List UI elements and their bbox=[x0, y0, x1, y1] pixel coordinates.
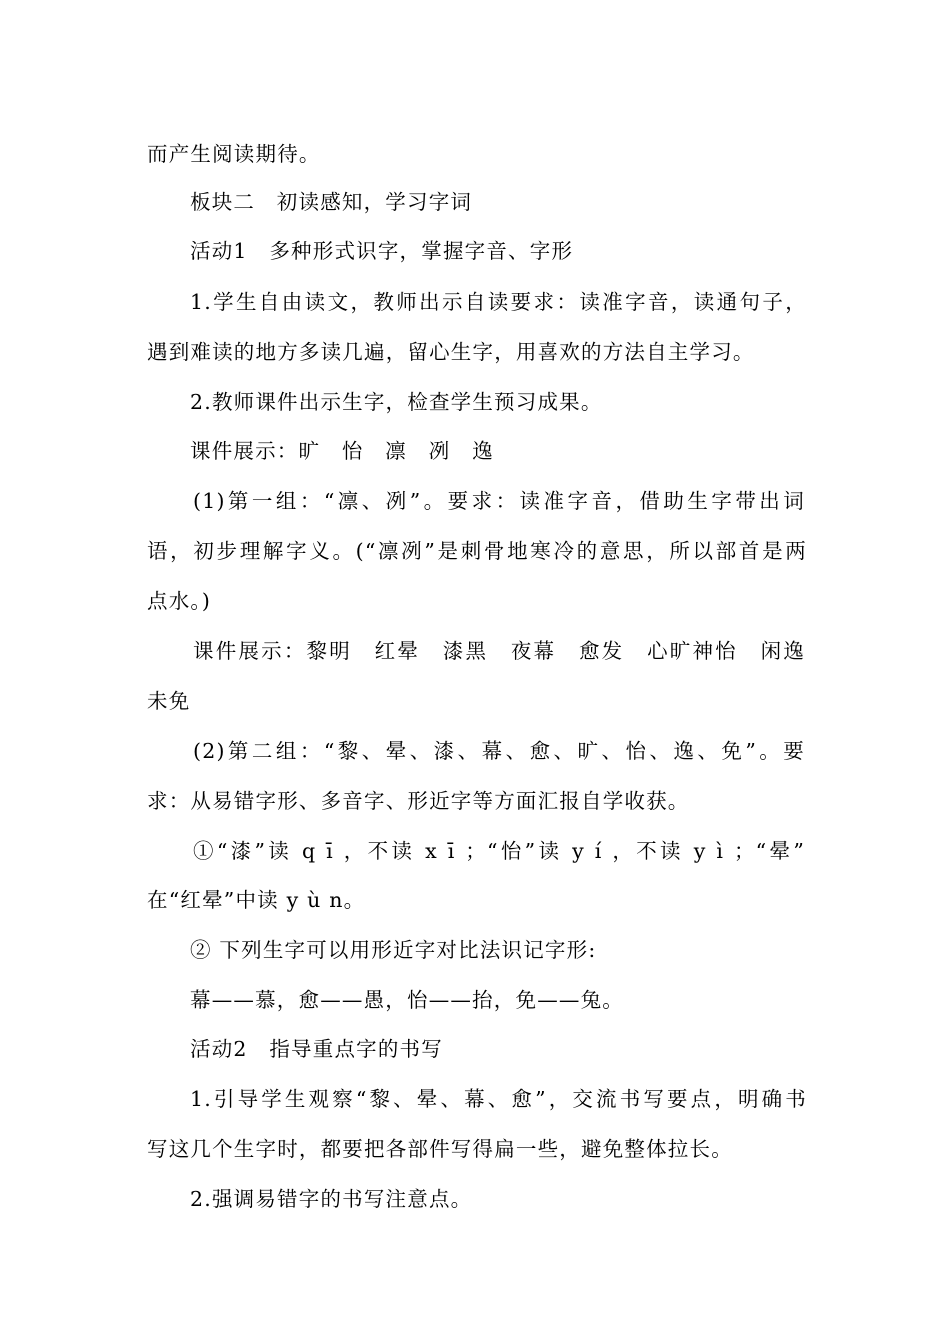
text-line: (1)第一组：“凛、冽”。要求：读准字音，借助生字带出词 bbox=[193, 489, 805, 513]
text-line: 1.引导学生观察“黎、晕、幕、愈”，交流书写要点，明确书 bbox=[190, 1087, 807, 1111]
text-line: (2)第二组：“黎、晕、漆、幕、愈、旷、怡、逸、免”。要 bbox=[193, 739, 805, 763]
text-line: 写这几个生字时，都要把各部件写得扁一些，避免整体拉长。 bbox=[147, 1137, 733, 1161]
text-line: 未免 bbox=[147, 689, 191, 713]
text-line: 2.强调易错字的书写注意点。 bbox=[190, 1187, 473, 1211]
text-line: 在“红晕”中读 y ù n。 bbox=[147, 888, 366, 912]
text-line: 点水。) bbox=[147, 589, 212, 613]
text-line: ② 下列生字可以用形近字对比法识记字形: bbox=[190, 938, 597, 962]
text-line: 幕——慕，愈——愚，怡——抬，免——兔。 bbox=[190, 988, 624, 1012]
text-line: 而产生阅读期待。 bbox=[147, 142, 321, 166]
activity-heading: 活动1 多种形式识字，掌握字音、字形 bbox=[190, 239, 574, 263]
text-line: 1.学生自由读文，教师出示自读要求：读准字音，读通句子， bbox=[190, 290, 807, 314]
text-line: 遇到难读的地方多读几遍，留心生字，用喜欢的方法自主学习。 bbox=[147, 340, 755, 364]
section-heading: 板块二 初读感知，学习字词 bbox=[190, 190, 473, 214]
text-line: 语，初步理解字义。(“凛冽”是刺骨地寒冷的意思，所以部首是两 bbox=[147, 539, 807, 563]
text-line: 2.教师课件出示生字，检查学生预习成果。 bbox=[190, 390, 603, 414]
text-line: 课件展示：黎明 红晕 漆黑 夜幕 愈发 心旷神怡 闲逸 bbox=[193, 639, 805, 663]
text-line: 课件展示：旷 怡 凛 冽 逸 bbox=[190, 439, 494, 463]
text-line: ①“漆”读 q ī ，不读 x ī ；“怡”读 y í ，不读 y ì ；“晕” bbox=[193, 839, 805, 863]
text-line: 求：从易错字形、多音字、形近字等方面汇报自学收获。 bbox=[147, 789, 690, 813]
activity-heading: 活动2 指导重点字的书写 bbox=[190, 1037, 443, 1061]
